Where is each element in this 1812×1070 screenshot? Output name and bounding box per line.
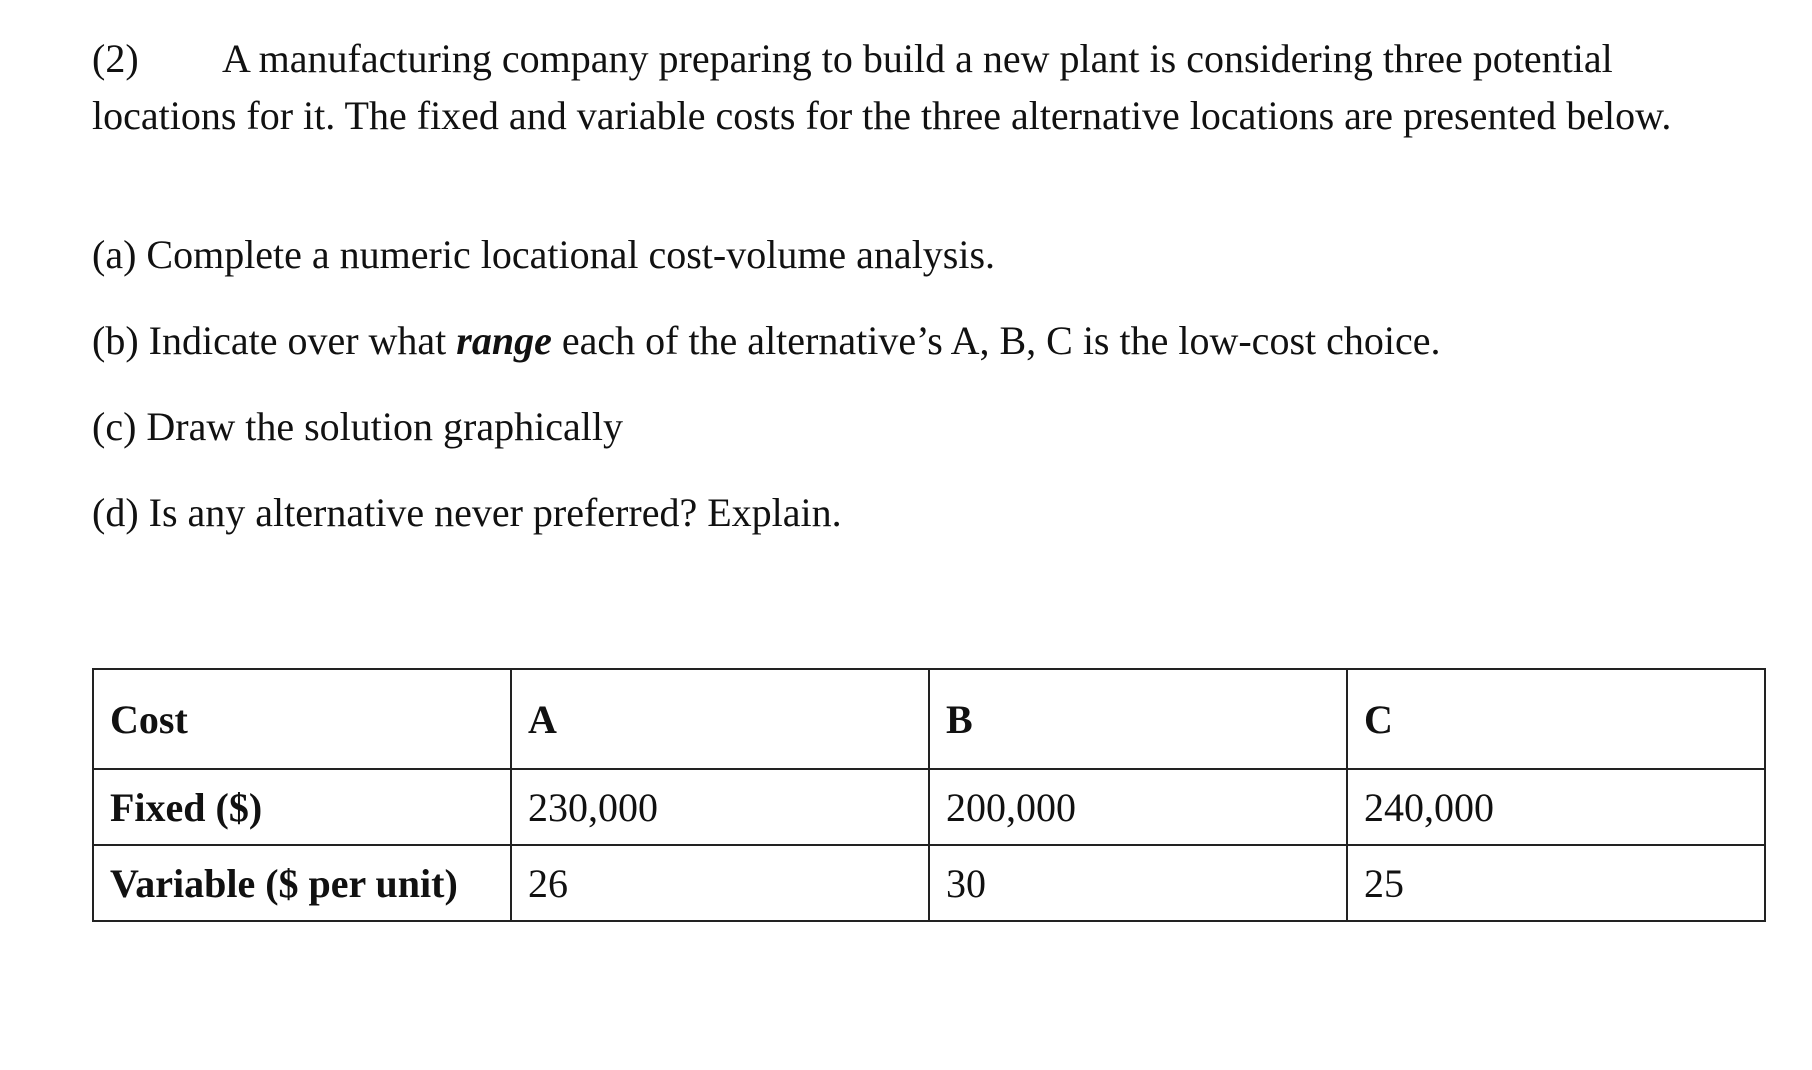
variable-cost-c: 25 <box>1347 845 1765 921</box>
fixed-cost-a: 230,000 <box>511 769 929 845</box>
fixed-cost-b: 200,000 <box>929 769 1347 845</box>
part-b-text-start: (b) Indicate over what <box>92 318 457 363</box>
document-page <box>92 30 1772 906</box>
table-header-row <box>93 669 1765 769</box>
question-number: (2) <box>92 36 139 81</box>
question-intro <box>92 30 1732 144</box>
variable-cost-a: 26 <box>511 845 929 921</box>
row-label-variable: Variable ($ per unit) <box>93 845 511 921</box>
header-location-a: A <box>511 669 929 769</box>
question-text: A manufacturing company preparing to build a new plant is considering three potential locations for it. The fixed and variable costs for the three alternative locations are presented below. <box>92 36 1672 138</box>
header-location-c: C <box>1347 669 1765 769</box>
part-c: (c) Draw the solution graphically <box>92 404 623 449</box>
header-location-b: B <box>929 669 1347 769</box>
part-b-emphasis: range <box>456 318 552 363</box>
fixed-cost-c: 240,000 <box>1347 769 1765 845</box>
header-cost: Cost <box>93 669 511 769</box>
table-row-fixed <box>93 769 1765 845</box>
part-b <box>92 316 1441 366</box>
variable-cost-b: 30 <box>929 845 1347 921</box>
row-label-fixed: Fixed ($) <box>93 769 511 845</box>
part-b-text-end: each of the alternative’s A, B, C is the low-cost choice. <box>551 318 1441 363</box>
table-row-variable <box>93 845 1765 921</box>
cost-table <box>92 668 1766 922</box>
part-d: (d) Is any alternative never preferred? Explain. <box>92 490 842 535</box>
part-a: (a) Complete a numeric locational cost-volume analysis. <box>92 232 996 277</box>
